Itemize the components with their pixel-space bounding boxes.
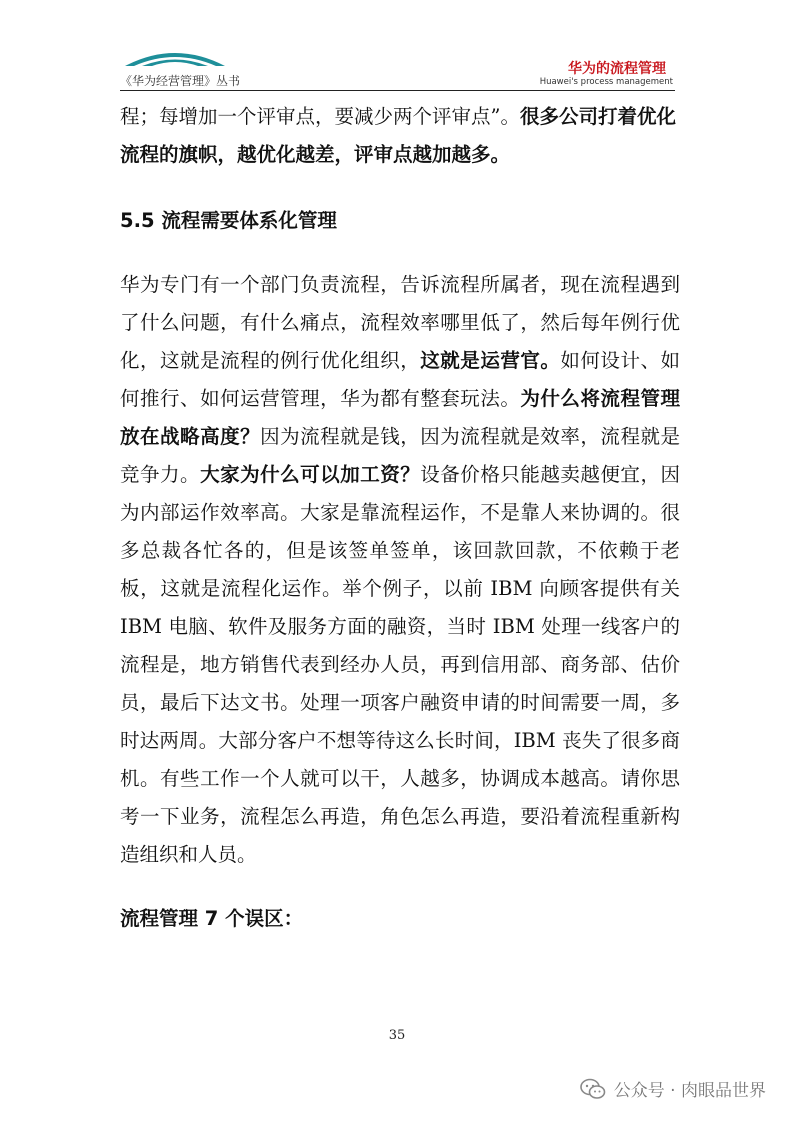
paragraph-text: 设备价格只能越卖越便宜，因为内部运作效率高。大家是靠流程运作，不是靠人来协调的。很多总裁各忙各的，但是该签单签单，该回款回款，不依赖于老板，这就是流程化运作。举个例子，以前 IBM 向顾客提供有关 IBM 电脑、软件及服务方面的融资，当时 IBM 处理一线客户的流程是，地方销售代表到经办人员，再到信用部、商务部、估价员，最后下达文书。处理一项客户融资申请的时间需要一周，多时达两周。大部分客户不想等待这么长时间，IBM 丧失了很多商机。有些工作一个人就可以干，人越多，协调成本越高。请你思考一下业务，流程怎么再造，角色怎么再造，要沿着流程重新构造组织和人员。	[120, 463, 680, 866]
paragraph-text: 华为专门有一个部门负责流程，告诉流程所属者，现在流程遇到了什么问题，有什么痛点，流程效率哪里低了，然后每年例行优化，这就是流程的例行优化组织，	[120, 273, 680, 372]
paragraph-text: 程；每增加一个评审点，要减少两个评审点”。	[120, 105, 520, 128]
paragraph	[120, 266, 680, 874]
logo-icon	[120, 44, 230, 70]
subheading: 流程管理 7 个误区：	[120, 907, 304, 930]
brand-subtitle: Huawei's process management	[539, 77, 673, 87]
page-content	[120, 98, 680, 938]
paragraph-text: 如何设计、如何推行、如何运营管理，华为都有整套玩法。	[120, 349, 680, 410]
watermark	[580, 1076, 766, 1101]
paragraph-bold-text: 这就是运营官。	[420, 349, 561, 372]
page-number: 35	[388, 1028, 406, 1043]
paragraph-text: 因为流程就是钱，因为流程就是效率，流程就是竞争力。	[120, 425, 680, 486]
paragraph-bold-text: 很多公司打着优化流程的旗帜，越优化越差，评审点越加越多。	[120, 105, 676, 166]
page-header	[0, 0, 794, 100]
watermark-text: 公众号 · 肉眼品世界	[613, 1081, 766, 1101]
wechat-icon	[580, 1078, 606, 1100]
section-heading: 5.5 流程需要体系化管理	[120, 209, 337, 232]
paragraph-bold-text: 为什么将流程管理放在战略高度？	[120, 387, 680, 448]
series-title: 《华为经营管理》丛书	[120, 74, 241, 88]
header-rule	[120, 90, 675, 91]
brand-title: 华为的流程管理	[568, 61, 666, 77]
paragraph-bold-text: 大家为什么可以加工资？	[200, 463, 421, 486]
paragraph	[120, 98, 680, 174]
